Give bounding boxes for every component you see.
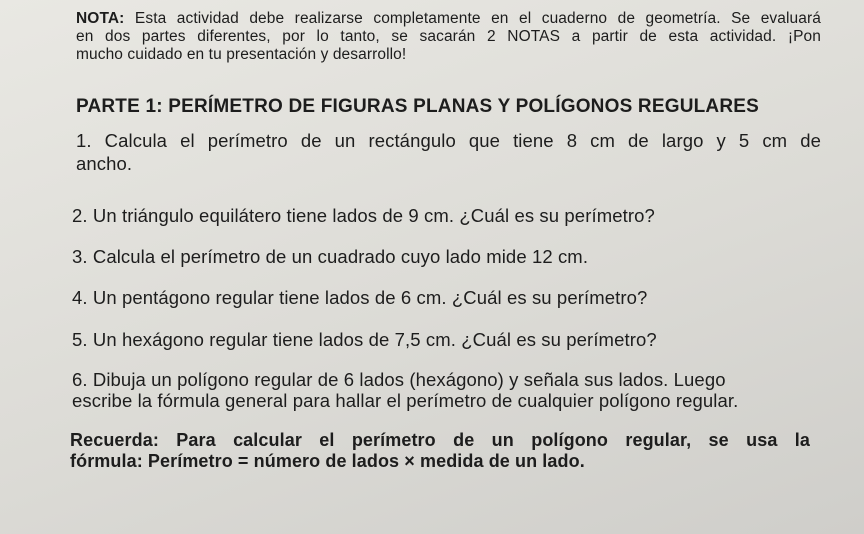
question-4: 4. Un pentágono regular tiene lados de 6 cm. ¿Cuál es su perímetro?	[72, 287, 648, 308]
note-line-2: en dos partes diferentes, por lo tanto, se sacarán 2 NOTAS a partir de esta actividad. ¡Pon	[76, 28, 821, 45]
question-2: 2. Un triángulo equilátero tiene lados de 9 cm. ¿Cuál es su perímetro?	[72, 205, 655, 226]
note-line-1	[76, 10, 821, 28]
section-heading: PARTE 1: PERÍMETRO DE FIGURAS PLANAS Y POLÍGONOS REGULARES	[76, 96, 760, 117]
question-1-line-1: 1. Calcula el perímetro de un rectángulo que tiene 8 cm de largo y 5 cm de	[76, 130, 821, 151]
note-line-3: mucho cuidado en tu presentación y desarrollo!	[76, 46, 407, 63]
reminder-line-1: Recuerda: Para calcular el perímetro de un polígono regular, se usa la	[70, 430, 810, 450]
note-text-1: Esta actividad debe realizarse completamente en el cuaderno de geometría. Se evaluará	[134, 10, 821, 27]
reminder-line-2: fórmula: Perímetro = número de lados × medida de un lado.	[70, 451, 585, 471]
question-5: 5. Un hexágono regular tiene lados de 7,5 cm. ¿Cuál es su perímetro?	[72, 329, 657, 350]
question-6-line-1: 6. Dibuja un polígono regular de 6 lados (hexágono) y señala sus lados. Luego	[72, 369, 726, 390]
question-3: 3. Calcula el perímetro de un cuadrado cuyo lado mide 12 cm.	[72, 246, 589, 267]
question-1-line-2: ancho.	[76, 153, 133, 174]
question-6-line-2: escribe la fórmula general para hallar el perímetro de cualquier polígono regular.	[72, 390, 739, 411]
note-label: NOTA:	[76, 10, 125, 27]
